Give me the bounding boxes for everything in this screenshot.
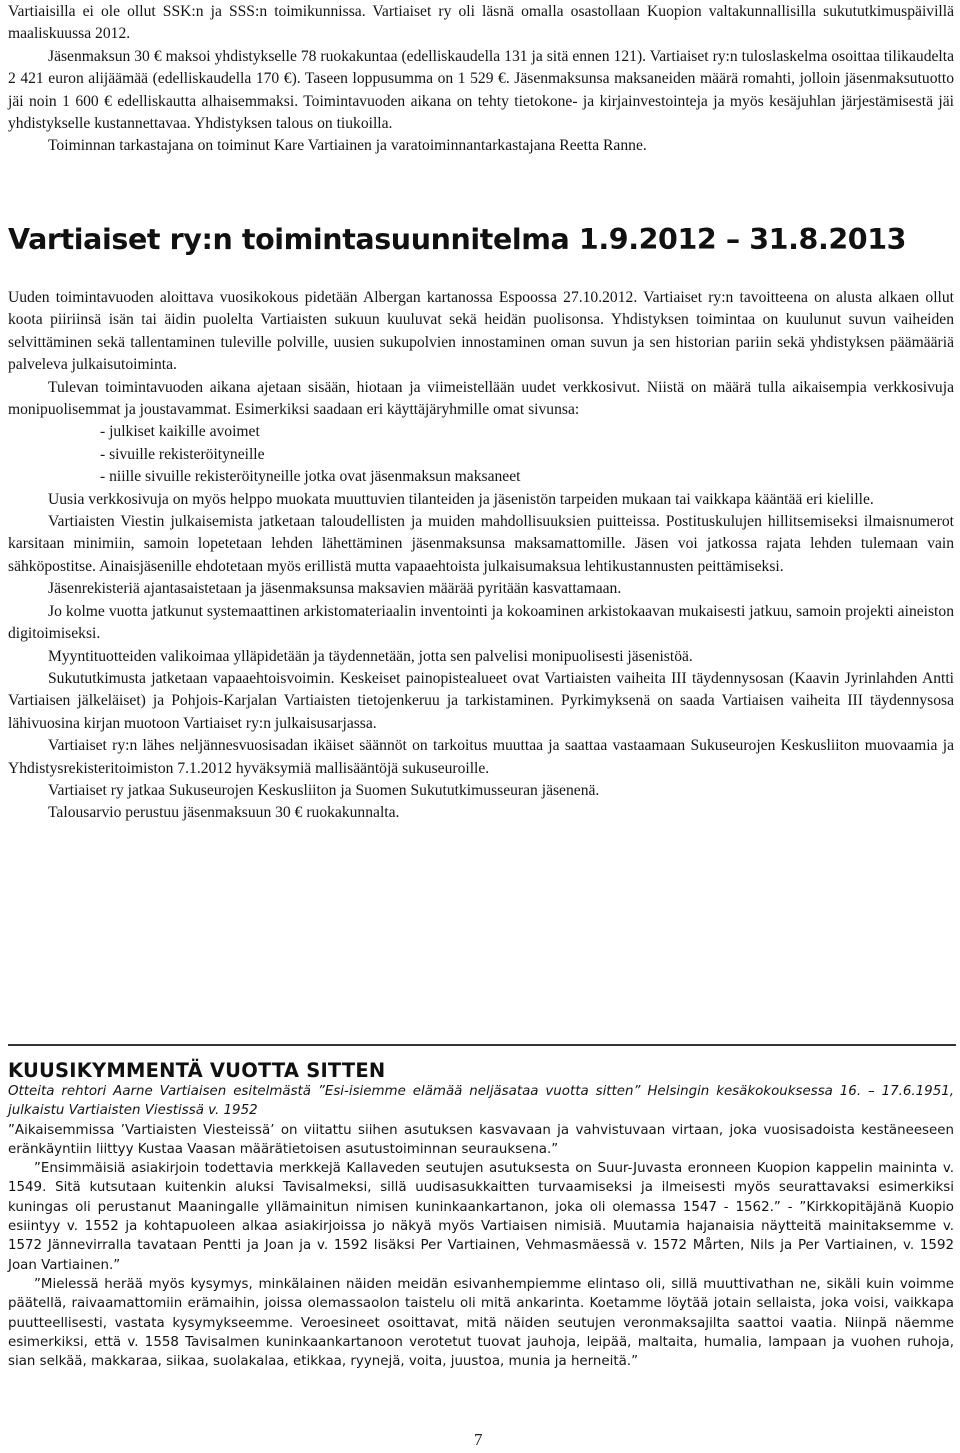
list-item: - sivuille rekisteröityneille: [100, 445, 265, 463]
paragraph: Jo kolme vuotta jatkunut systemaattinen arkistomateriaalin inventointi ja kokoaminen arkistokaavan mukaisesti jatkuu, samoin projekti aineiston digitoimiseksi.: [8, 602, 954, 643]
user-group-list: [8, 421, 954, 488]
history-section-body: [8, 1082, 954, 1371]
list-item: - julkiset kaikille avoimet: [100, 423, 260, 441]
paragraph: Sukututkimusta jatketaan vapaaehtoisvoimin. Keskeiset painopistealueet ovat Vartiaisten vaiheita III täydennysosan (Kaavin Jyrinlahden Antti Vartiaisen jälkeläiset) ja Pohjois-Karjalan Vartiaisten tietojenkeruu ja tarkistaminen. Pyrkimyksenä on saada Vartiaisen vaiheita III täydennysosa lähivuosina kirjan muotoon Vartiaiset ry:n julkaisusarjassa.: [8, 669, 954, 732]
action-plan-body: [8, 287, 954, 825]
list-item: - niille sivuille rekisteröityneille jotka ovat jäsenmaksun maksaneet: [100, 468, 521, 486]
paragraph: Toiminnan tarkastajana on toiminut Kare Vartiainen ja varatoiminnantarkastajana Reetta Ranne.: [48, 137, 647, 155]
section-divider: [8, 1044, 956, 1046]
paragraph: Talousarvio perustuu jäsenmaksuun 30 € ruokakunnalta.: [48, 804, 400, 822]
history-section-title: KUUSIKYMMENTÄ VUOTTA SITTEN: [8, 1059, 386, 1082]
page-number: 7: [474, 1430, 483, 1449]
paragraph: Vartiaisilla ei ole ollut SSK:n ja SSS:n toimikunnissa. Vartiaiset ry oli läsnä omalla osastollaan Kuopion valtakunnallisilla sukututkimuspäivillä maaliskuussa 2012.: [8, 3, 954, 43]
paragraph: Tulevan toimintavuoden aikana ajetaan sisään, hiotaan ja viimeistellään uudet verkkosivut. Niistä on määrä tulla aikaisempia verkkosivuja monipuolisemmat ja joustavammat. Esimerkiksi saadaan eri käyttäjäryhmille omat sivunsa:: [8, 378, 954, 419]
report-continuation: [8, 1, 954, 158]
paragraph: Vartiaisten Viestin julkaisemista jatketaan taloudellisten ja muiden mahdollisuuksien puitteissa. Postituskulujen hillitsemiseksi ilmaisnumerot karsitaan minimiin, samoin lopetetaan lehden lähettäminen jäsenmaksunsa maksamattomille. Jäsen voi jatkossa rajata lehden tulemaan vain sähköpostitse. Ainaisjäsenille ehdotetaan myös erillistä mutta vapaaehtoista julkaisumaksua lehtikustannusten peittämiseksi.: [8, 513, 954, 575]
paragraph: Vartiaiset ry:n lähes neljännesvuosisadan ikäiset säännöt on tarkoitus muuttaa ja saattaa vastaamaan Sukuseurojen Keskusliiton muovaamia ja Yhdistysrekisteritoimiston 7.1.2012 hyväksymiä mallisääntöjä sukuseuroille.: [8, 737, 954, 777]
paragraph: Myyntituotteiden valikoimaa ylläpidetään ja täydennetään, jotta sen palvelisi monipuolisesti jäsenistöä.: [48, 647, 693, 665]
paragraph: Uuden toimintavuoden aloittava vuosikokous pidetään Albergan kartanossa Espoossa 27.10.2012. Vartiaiset ry:n tavoitteena on alusta alkaen ollut koota piiriinsä isän tai äidin puolelta Vartiaisten sukuun kuuluvat sekä heidän puolisonsa. Yhdistyksen toimintaa on kuulunut suvun vaiheiden selvittäminen sekä tallentaminen tuleville polville, uusien sukupolvien innostaminen oman suvun ja sen historian pariin sekä yhdistyksen päämääriä palveleva julkaisutoiminta.: [8, 289, 954, 374]
plan-title: Vartiaiset ry:n toimintasuunnitelma 1.9.2012 – 31.8.2013: [8, 223, 907, 256]
history-paragraph: ”Ensimmäisiä asiakirjoin todettavia merkkejä Kallaveden seutujen asutuksesta on Suur-Juvasta eronneen Kuopion kappelin maininta v. 1549. Sitä kutsutaan kuitenkin aluksi Tavisalmeksi, sillä uudisasukkaitten turvaamiseksi ja ilmeisesti myös seurattavaksi esimerkiksi kuningas oli perustanut Maaningalle yllämainitun nimisen kuninkaankartanon, joka oli olemassa 1547 - 1562.” - ”Kirkkopitäjänä Kuopio esiintyy v. 1552 ja kohtapuoleen alkaa asiakirjoissa jo näkyä myös Vartiaisen nimisiä. Muutamia hajanaisia näytteitä mainitaksemme v. 1572 Jännevirralla tavataan Pentti ja Joan ja v. 1592 lisäksi Per Vartiainen, Vehmasmäessä v. 1572 Mårten, Nils ja Per Vartiainen, v. 1592 Joan Vartiainen.”: [8, 1161, 954, 1273]
paragraph: Vartiaiset ry jatkaa Sukuseurojen Keskusliiton ja Suomen Sukututkimusseuran jäsenenä.: [48, 781, 600, 799]
history-paragraph: ”Mielessä herää myös kysymys, minkälainen näiden meidän esivanhempiemme elintaso oli, sillä muuttivathan ne, sikäli kuin voimme päätellä, raivaamattomiin erämaihin, joissa olemassaolon taistelu oli mitä ankarinta. Koetamme löytää jotain sellaista, joka voisi, vaikkapa puutteellisesti, vastata kysymykseemme. Veroesineet osoittavat, mitä näiden seutujen veronmaksajilta saattoi vaatia. Niinpä näemme esimerkiksi, että v. 1558 Tavisalmen kuninkaankartanoon verotetut tuovat jauhoja, leipää, maltaita, humalia, lampaan ja vuohen ruhoja, sian selkää, makkaraa, siikaa, suolakalaa, etikkaa, ryynejä, voita, juustoa, munia ja herneitä.”: [8, 1276, 954, 1370]
history-paragraph: ”Aikaisemmissa ’Vartiaisten Viesteissä’ on viitattu siihen asutuksen kasvavaan ja vahvistuvaan virtaan, joka vuosisadoista kestäneeseen eränkäyntiin liittyy Kustaa Vaasan määrätietoisen asutustoiminnan seurauksena.”: [8, 1122, 954, 1157]
paragraph: Jäsenrekisteriä ajantasaistetaan ja jäsenmaksunsa maksavien määrää pyritään kasvattamaan.: [48, 580, 622, 598]
paragraph: Jäsenmaksun 30 € maksoi yhdistykselle 78 ruokakuntaa (edelliskaudella 131 ja sitä ennen 121). Vartiaiset ry:n tuloslaskelma osoittaa tilikaudelta 2 421 euron alijäämää (edelliskaudella 170 €). Taseen loppusumma on 1 529 €. Jäsenmaksunsa maksaneiden määrä romahti, jolloin jäsenmaksutuotto jäi noin 1 600 € edelliskautta alhaisemmaksi. Toimintavuoden aikana on tehty tietokone- ja kirjainvestointeja ja myös kesäjuhlan järjestämisestä jäi yhdistykselle kustannettavaa. Yhdistyksen talous on tiukoilla.: [8, 47, 954, 133]
paragraph: Uusia verkkosivuja on myös helppo muokata muuttuvien tilanteiden ja jäsenistön tarpeiden mukaan tai vaikkapa kääntää eri kielille.: [48, 490, 874, 508]
history-intro: Otteita rehtori Aarne Vartiaisen esitelmästä ”Esi-isiemme elämää neljäsataa vuotta sitten” Helsingin kesäkokouksessa 16. – 17.6.1951, julkaistu Vartiaisten Viestissä v. 1952: [8, 1084, 954, 1119]
